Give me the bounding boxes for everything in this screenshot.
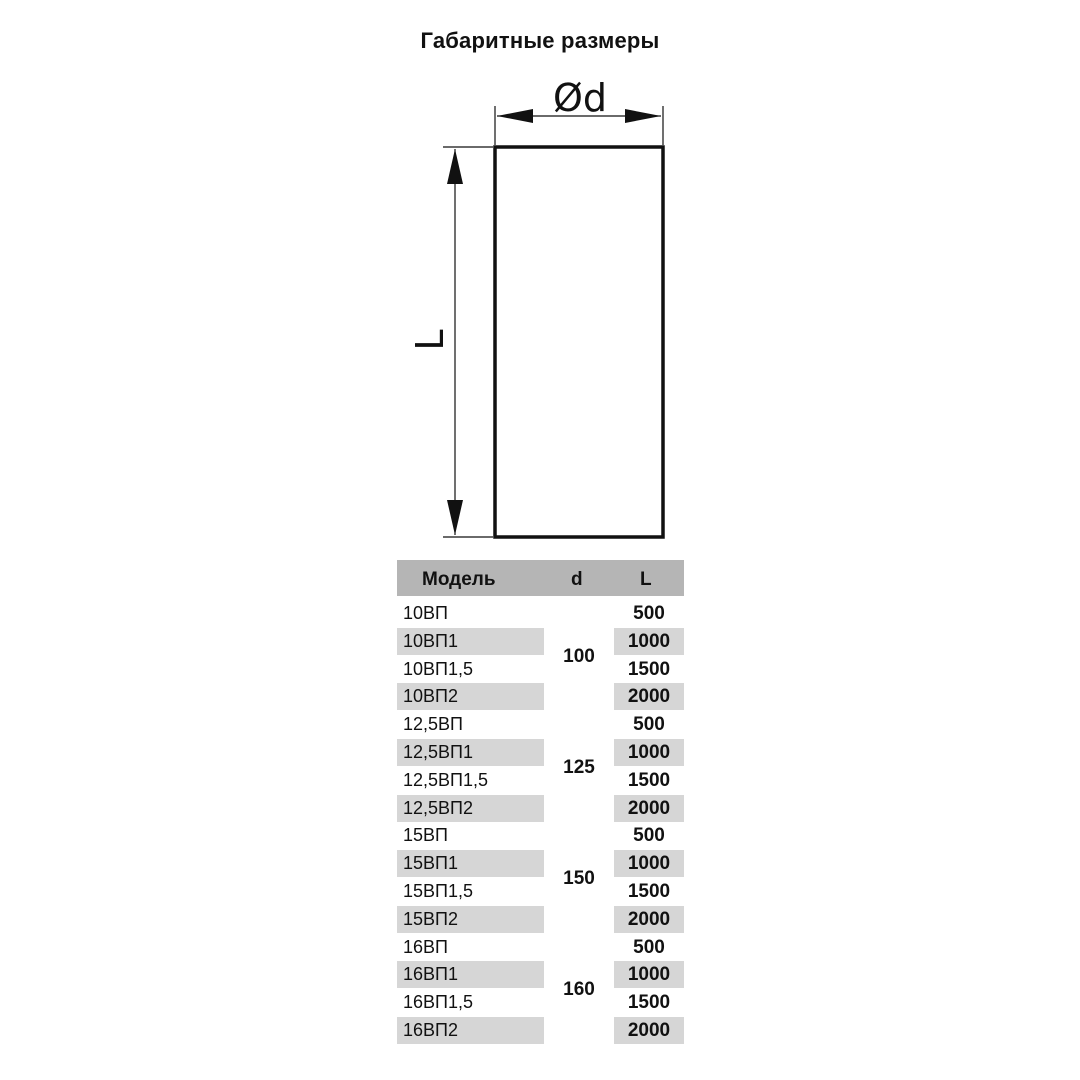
length-cell: 2000 (614, 1017, 684, 1044)
table-row (397, 600, 684, 627)
header-d: d (571, 569, 583, 590)
model-cell: 12,5ВП1,5 (403, 769, 488, 790)
model-cell: 16ВП (403, 936, 448, 957)
model-cell: 10ВП1 (397, 628, 544, 655)
model-cell: 15ВП2 (397, 906, 544, 933)
diameter-cell: 160 (563, 979, 595, 1001)
diameter-arrow-left (497, 109, 533, 123)
model-cell: 15ВП1 (397, 850, 544, 877)
header-model: Модель (422, 569, 496, 590)
model-cell: 12,5ВП1 (397, 739, 544, 766)
table-row (397, 795, 684, 822)
table-row (397, 934, 684, 961)
model-cell: 16ВП2 (397, 1017, 544, 1044)
table-row (397, 739, 684, 766)
length-cell: 1500 (627, 992, 671, 1014)
page-title: Габаритные размеры (420, 28, 660, 53)
length-cell: 500 (633, 714, 665, 736)
duct-outline (495, 147, 663, 537)
diameter-cell: 100 (563, 645, 595, 667)
length-cell: 500 (633, 603, 665, 624)
table-row (397, 822, 684, 849)
table-row (397, 850, 684, 877)
length-cell: 2000 (614, 683, 684, 710)
table-row (397, 656, 684, 683)
length-cell: 2000 (614, 795, 684, 822)
length-label: L (408, 329, 452, 351)
length-cell: 1500 (627, 658, 671, 680)
table-row (397, 711, 684, 738)
table-row (397, 683, 684, 710)
table-row (397, 1017, 684, 1044)
length-arrow-top (447, 149, 463, 184)
table-row (397, 878, 684, 905)
model-cell: 12,5ВП (403, 714, 463, 735)
model-cell: 16ВП1 (397, 961, 544, 988)
length-cell: 500 (633, 825, 665, 847)
header-l: L (640, 569, 652, 590)
model-cell: 16ВП1,5 (403, 992, 473, 1013)
length-cell: 1000 (614, 739, 684, 766)
diameter-cell: 150 (563, 868, 595, 889)
model-cell: 10ВП (403, 603, 448, 623)
length-cell: 500 (633, 936, 665, 958)
table-header (397, 560, 684, 596)
length-cell: 1000 (614, 850, 684, 877)
table-row (397, 906, 684, 933)
diameter-label: Ød (552, 76, 608, 120)
table-row (397, 961, 684, 988)
model-cell: 15ВП (403, 825, 448, 846)
model-cell: 15ВП1,5 (403, 881, 473, 901)
diameter-cell: 125 (563, 756, 595, 778)
model-cell: 12,5ВП2 (397, 795, 544, 822)
model-cell: 10ВП1,5 (403, 658, 473, 679)
table-row (397, 989, 684, 1016)
length-cell: 1500 (627, 881, 671, 902)
diameter-arrow-right (625, 109, 661, 123)
length-cell: 2000 (614, 906, 684, 933)
length-cell: 1000 (614, 961, 684, 988)
model-cell: 10ВП2 (397, 683, 544, 710)
table-row (397, 767, 684, 794)
length-cell: 1500 (627, 769, 671, 791)
length-arrow-bottom (447, 500, 463, 535)
table-row (397, 628, 684, 655)
length-cell: 1000 (614, 628, 684, 655)
